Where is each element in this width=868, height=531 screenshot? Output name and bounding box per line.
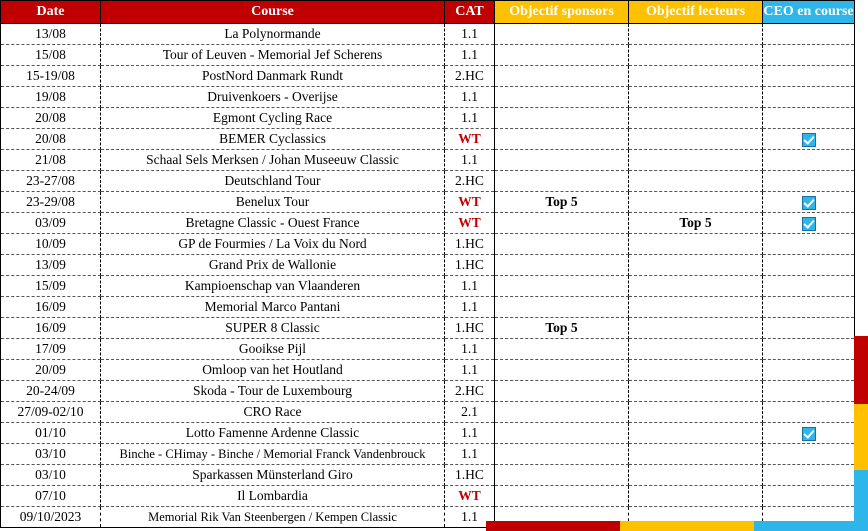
- cell-ceo-en-course[interactable]: [763, 276, 855, 297]
- cell-course[interactable]: Binche - CHimay - Binche / Memorial Franck Vandenbrouck: [101, 444, 445, 465]
- cell-objectif-sponsors[interactable]: Top 5: [495, 192, 629, 213]
- bottom-strip-red: [486, 521, 620, 531]
- cell-objectif-sponsors[interactable]: [495, 486, 629, 507]
- cell-ceo-en-course[interactable]: [763, 297, 855, 318]
- cell-objectif-lecteurs[interactable]: [629, 318, 763, 339]
- cell-ceo-en-course[interactable]: [763, 318, 855, 339]
- cell-objectif-sponsors[interactable]: [495, 108, 629, 129]
- cell-objectif-sponsors[interactable]: [495, 171, 629, 192]
- cell-objectif-lecteurs[interactable]: [629, 45, 763, 66]
- cell-date[interactable]: 20/09: [1, 360, 101, 381]
- cell-course[interactable]: Gooikse Pijl: [101, 339, 445, 360]
- cell-ceo-en-course[interactable]: [763, 108, 855, 129]
- cell-ceo-en-course[interactable]: [763, 339, 855, 360]
- table-body: [1, 24, 855, 528]
- table-row[interactable]: [1, 87, 855, 108]
- column-header-objectif-lecteurs[interactable]: Objectif lecteurs: [629, 1, 763, 24]
- cell-date[interactable]: 09/10/2023: [1, 507, 101, 528]
- cell-date[interactable]: 20/08: [1, 129, 101, 150]
- table-row[interactable]: [1, 318, 855, 339]
- cell-course[interactable]: Grand Prix de Wallonie: [101, 255, 445, 276]
- cell-cat[interactable]: 2.1: [445, 402, 495, 423]
- cell-ceo-en-course[interactable]: [763, 486, 855, 507]
- cell-date[interactable]: 03/09: [1, 213, 101, 234]
- cell-objectif-lecteurs[interactable]: [629, 234, 763, 255]
- cell-objectif-sponsors[interactable]: [495, 129, 629, 150]
- cell-objectif-sponsors[interactable]: [495, 297, 629, 318]
- cell-objectif-lecteurs[interactable]: Top 5: [629, 213, 763, 234]
- cell-ceo-en-course[interactable]: [763, 192, 855, 213]
- cell-objectif-sponsors[interactable]: Top 5: [495, 318, 629, 339]
- cell-cat[interactable]: 1.HC: [445, 255, 495, 276]
- cell-ceo-en-course[interactable]: [763, 402, 855, 423]
- cell-objectif-lecteurs[interactable]: [629, 297, 763, 318]
- cell-cat[interactable]: WT: [445, 129, 495, 150]
- cell-course[interactable]: Skoda - Tour de Luxembourg: [101, 381, 445, 402]
- cell-course[interactable]: PostNord Danmark Rundt: [101, 66, 445, 87]
- cell-course[interactable]: Egmont Cycling Race: [101, 108, 445, 129]
- table-row[interactable]: [1, 150, 855, 171]
- cell-course[interactable]: Tour of Leuven - Memorial Jef Scherens: [101, 45, 445, 66]
- cell-objectif-lecteurs[interactable]: [629, 66, 763, 87]
- cell-cat[interactable]: 1.1: [445, 150, 495, 171]
- cell-objectif-sponsors[interactable]: [495, 255, 629, 276]
- cell-course[interactable]: Bretagne Classic - Ouest France: [101, 213, 445, 234]
- cell-ceo-en-course[interactable]: [763, 360, 855, 381]
- table-row[interactable]: [1, 381, 855, 402]
- column-header-course[interactable]: Course: [101, 1, 445, 24]
- cell-ceo-en-course[interactable]: [763, 129, 855, 150]
- cell-cat[interactable]: 1.1: [445, 108, 495, 129]
- cell-objectif-sponsors[interactable]: [495, 444, 629, 465]
- table-row[interactable]: [1, 129, 855, 150]
- checkbox-checked-icon[interactable]: [802, 196, 816, 210]
- cell-objectif-sponsors[interactable]: [495, 402, 629, 423]
- cell-cat[interactable]: 2.HC: [445, 66, 495, 87]
- cell-course[interactable]: BEMER Cyclassics: [101, 129, 445, 150]
- cell-course[interactable]: Sparkassen Münsterland Giro: [101, 465, 445, 486]
- cell-objectif-sponsors[interactable]: [495, 150, 629, 171]
- cell-objectif-sponsors[interactable]: [495, 360, 629, 381]
- cell-cat[interactable]: 2.HC: [445, 381, 495, 402]
- cell-objectif-lecteurs[interactable]: [629, 423, 763, 444]
- cell-cat[interactable]: 1.HC: [445, 465, 495, 486]
- cell-date[interactable]: 21/08: [1, 150, 101, 171]
- cell-course[interactable]: Benelux Tour: [101, 192, 445, 213]
- cell-date[interactable]: 07/10: [1, 486, 101, 507]
- cell-objectif-sponsors[interactable]: [495, 213, 629, 234]
- cell-cat[interactable]: 1.1: [445, 423, 495, 444]
- cell-objectif-lecteurs[interactable]: [629, 150, 763, 171]
- cell-cat[interactable]: 1.1: [445, 339, 495, 360]
- cell-objectif-lecteurs[interactable]: [629, 402, 763, 423]
- cell-date[interactable]: 16/09: [1, 318, 101, 339]
- cell-objectif-lecteurs[interactable]: [629, 129, 763, 150]
- table-row[interactable]: [1, 24, 855, 45]
- cell-course[interactable]: GP de Fourmies / La Voix du Nord: [101, 234, 445, 255]
- table-row[interactable]: [1, 402, 855, 423]
- table-row[interactable]: [1, 213, 855, 234]
- cell-cat[interactable]: 1.1: [445, 297, 495, 318]
- cell-ceo-en-course[interactable]: [763, 423, 855, 444]
- column-header-cat[interactable]: CAT: [445, 1, 495, 24]
- cell-cat[interactable]: WT: [445, 213, 495, 234]
- cell-ceo-en-course[interactable]: [763, 465, 855, 486]
- table-row[interactable]: [1, 45, 855, 66]
- cell-cat[interactable]: 1.HC: [445, 318, 495, 339]
- cell-ceo-en-course[interactable]: [763, 171, 855, 192]
- bottom-strip-yellow: [620, 521, 754, 531]
- cell-cat[interactable]: WT: [445, 192, 495, 213]
- cell-course[interactable]: Lotto Famenne Ardenne Classic: [101, 423, 445, 444]
- cell-objectif-sponsors[interactable]: [495, 276, 629, 297]
- cell-date[interactable]: 19/08: [1, 87, 101, 108]
- cell-objectif-lecteurs[interactable]: [629, 24, 763, 45]
- cell-course[interactable]: Druivenkoers - Overijse: [101, 87, 445, 108]
- cell-ceo-en-course[interactable]: [763, 213, 855, 234]
- cell-date[interactable]: 03/10: [1, 444, 101, 465]
- cell-date[interactable]: 23-29/08: [1, 192, 101, 213]
- column-header-date[interactable]: Date: [1, 1, 101, 24]
- side-strip-red: [854, 336, 868, 404]
- cell-ceo-en-course[interactable]: [763, 66, 855, 87]
- table-row[interactable]: [1, 234, 855, 255]
- cell-ceo-en-course[interactable]: [763, 45, 855, 66]
- cell-date[interactable]: 15/09: [1, 276, 101, 297]
- cell-ceo-en-course[interactable]: [763, 87, 855, 108]
- cell-objectif-sponsors[interactable]: [495, 24, 629, 45]
- cell-objectif-lecteurs[interactable]: [629, 465, 763, 486]
- table-row[interactable]: [1, 66, 855, 87]
- cell-cat[interactable]: 2.HC: [445, 171, 495, 192]
- cell-ceo-en-course[interactable]: [763, 444, 855, 465]
- cell-objectif-sponsors[interactable]: [495, 465, 629, 486]
- table-row[interactable]: [1, 423, 855, 444]
- cell-course[interactable]: CRO Race: [101, 402, 445, 423]
- table-row[interactable]: [1, 108, 855, 129]
- cell-cat[interactable]: 1.1: [445, 444, 495, 465]
- table-row[interactable]: [1, 171, 855, 192]
- cell-objectif-sponsors[interactable]: [495, 45, 629, 66]
- cell-date[interactable]: 10/09: [1, 234, 101, 255]
- cell-objectif-sponsors[interactable]: [495, 66, 629, 87]
- cell-course[interactable]: Il Lombardia: [101, 486, 445, 507]
- table-row[interactable]: [1, 276, 855, 297]
- cell-course[interactable]: Memorial Marco Pantani: [101, 297, 445, 318]
- table-row[interactable]: [1, 444, 855, 465]
- side-strip-yellow: [854, 404, 868, 470]
- column-header-objectif-sponsors[interactable]: Objectif sponsors: [495, 1, 629, 24]
- cell-course[interactable]: Memorial Rik Van Steenbergen / Kempen Classic: [101, 507, 445, 528]
- cell-objectif-lecteurs[interactable]: [629, 486, 763, 507]
- table-header-row: [1, 1, 855, 24]
- cell-objectif-sponsors[interactable]: [495, 234, 629, 255]
- cell-objectif-sponsors[interactable]: [495, 339, 629, 360]
- cell-objectif-sponsors[interactable]: [495, 423, 629, 444]
- table-row[interactable]: [1, 192, 855, 213]
- cell-cat[interactable]: 1.1: [445, 24, 495, 45]
- cell-ceo-en-course[interactable]: [763, 255, 855, 276]
- table-row[interactable]: [1, 297, 855, 318]
- cell-course[interactable]: Schaal Sels Merksen / Johan Museeuw Classic: [101, 150, 445, 171]
- cell-ceo-en-course[interactable]: [763, 234, 855, 255]
- cell-objectif-lecteurs[interactable]: [629, 87, 763, 108]
- cell-cat[interactable]: 1.1: [445, 276, 495, 297]
- cell-cat[interactable]: 1.1: [445, 45, 495, 66]
- cell-objectif-sponsors[interactable]: [495, 87, 629, 108]
- table-row[interactable]: [1, 486, 855, 507]
- cell-date[interactable]: 03/10: [1, 465, 101, 486]
- cell-course[interactable]: SUPER 8 Classic: [101, 318, 445, 339]
- cell-course[interactable]: Omloop van het Houtland: [101, 360, 445, 381]
- cell-date[interactable]: 17/09: [1, 339, 101, 360]
- cell-cat[interactable]: 1.1: [445, 360, 495, 381]
- table-row[interactable]: [1, 339, 855, 360]
- cell-course[interactable]: Kampioenschap van Vlaanderen: [101, 276, 445, 297]
- cell-date[interactable]: 20/08: [1, 108, 101, 129]
- cell-cat[interactable]: 1.1: [445, 87, 495, 108]
- cell-date[interactable]: 27/09-02/10: [1, 402, 101, 423]
- table-row[interactable]: [1, 360, 855, 381]
- checkbox-checked-icon[interactable]: [802, 427, 816, 441]
- cell-date[interactable]: 16/09: [1, 297, 101, 318]
- cell-objectif-lecteurs[interactable]: [629, 171, 763, 192]
- cell-date[interactable]: 13/09: [1, 255, 101, 276]
- cell-date[interactable]: 01/10: [1, 423, 101, 444]
- cell-cat[interactable]: WT: [445, 486, 495, 507]
- cell-objectif-sponsors[interactable]: [495, 381, 629, 402]
- cell-ceo-en-course[interactable]: [763, 150, 855, 171]
- bottom-color-bar: [486, 521, 854, 531]
- checkbox-checked-icon[interactable]: [802, 217, 816, 231]
- cell-date[interactable]: 13/08: [1, 24, 101, 45]
- side-strip-blue: [854, 470, 868, 531]
- cell-ceo-en-course[interactable]: [763, 24, 855, 45]
- cell-course[interactable]: La Polynormande: [101, 24, 445, 45]
- cell-objectif-lecteurs[interactable]: [629, 192, 763, 213]
- cell-cat[interactable]: 1.1: [445, 507, 495, 528]
- cell-objectif-lecteurs[interactable]: [629, 276, 763, 297]
- checkbox-checked-icon[interactable]: [802, 133, 816, 147]
- table-row[interactable]: [1, 255, 855, 276]
- cell-objectif-lecteurs[interactable]: [629, 108, 763, 129]
- cell-date[interactable]: 15/08: [1, 45, 101, 66]
- bottom-strip-blue: [754, 521, 854, 531]
- cell-date[interactable]: 20-24/09: [1, 381, 101, 402]
- cell-cat[interactable]: 1.HC: [445, 234, 495, 255]
- cell-objectif-lecteurs[interactable]: [629, 339, 763, 360]
- cell-date[interactable]: 23-27/08: [1, 171, 101, 192]
- cell-date[interactable]: 15-19/08: [1, 66, 101, 87]
- cell-ceo-en-course[interactable]: [763, 381, 855, 402]
- cell-objectif-lecteurs[interactable]: [629, 255, 763, 276]
- cell-objectif-lecteurs[interactable]: [629, 444, 763, 465]
- table-row[interactable]: [1, 465, 855, 486]
- cell-objectif-lecteurs[interactable]: [629, 360, 763, 381]
- cell-objectif-lecteurs[interactable]: [629, 381, 763, 402]
- column-header-ceo-en-course[interactable]: CEO en course: [763, 1, 855, 24]
- cell-course[interactable]: Deutschland Tour: [101, 171, 445, 192]
